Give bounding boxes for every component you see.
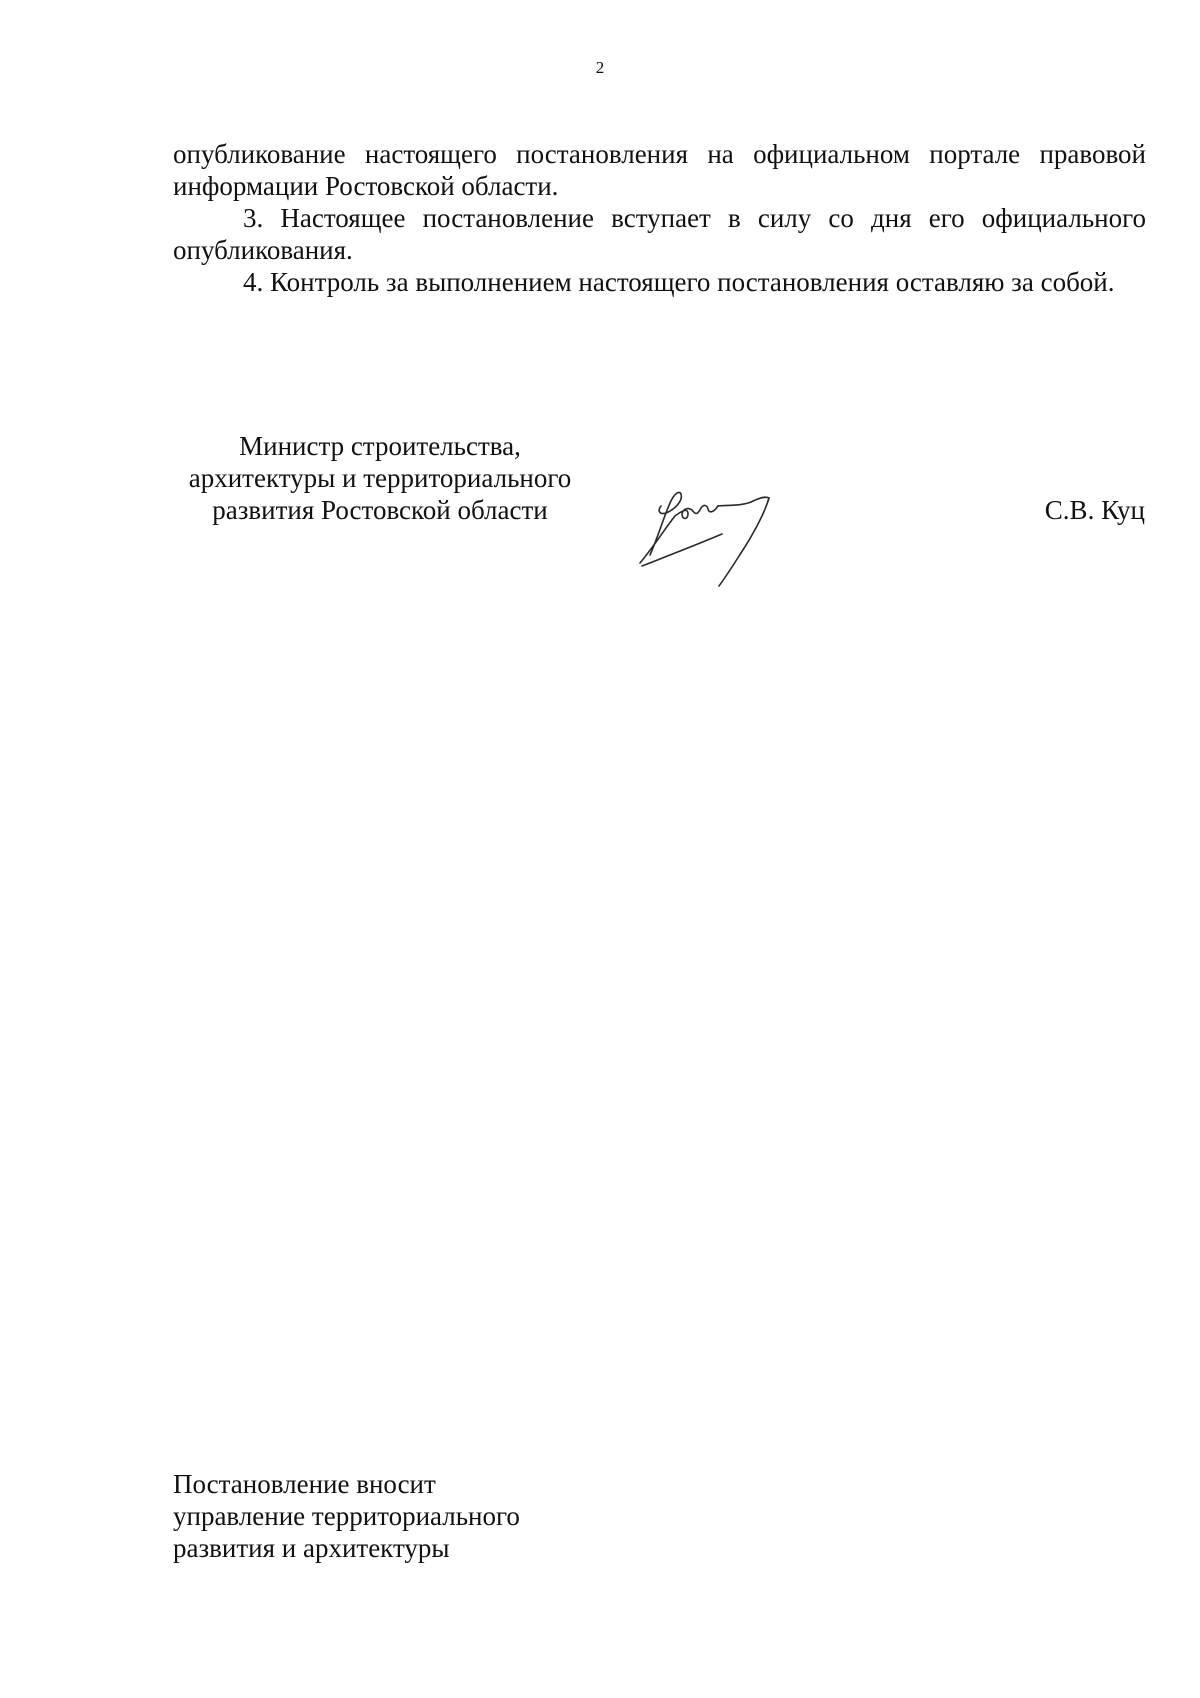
- signer-title-line-2: архитектуры и территориального: [188, 463, 572, 493]
- submitter-note-line-2: управление территориального: [173, 1501, 520, 1531]
- paragraph-item-3: 3. Настоящее постановление вступает в силу со дня его официального опубликования.: [173, 203, 1146, 265]
- submitter-note: [173, 1468, 520, 1564]
- signer-title: [170, 430, 590, 526]
- paragraph-item-4: 4. Контроль за выполнением настоящего постановления оставляю за собой.: [243, 267, 1115, 297]
- page-number: 2: [595, 58, 605, 77]
- document-body: [173, 138, 1146, 298]
- submitter-note-line-1: Постановление вносит: [173, 1469, 436, 1499]
- signer-title-line-1: Министр строительства,: [239, 431, 521, 461]
- paragraph-continuation: опубликование настоящего постановления на официальном портале правовой информации Ростовской области.: [173, 139, 1146, 201]
- submitter-note-line-3: развития и архитектуры: [173, 1533, 450, 1563]
- signer-name: С.В. Куц: [1044, 495, 1145, 525]
- signer-title-line-3: развития Ростовской области: [212, 495, 548, 525]
- handwritten-signature: [630, 475, 830, 590]
